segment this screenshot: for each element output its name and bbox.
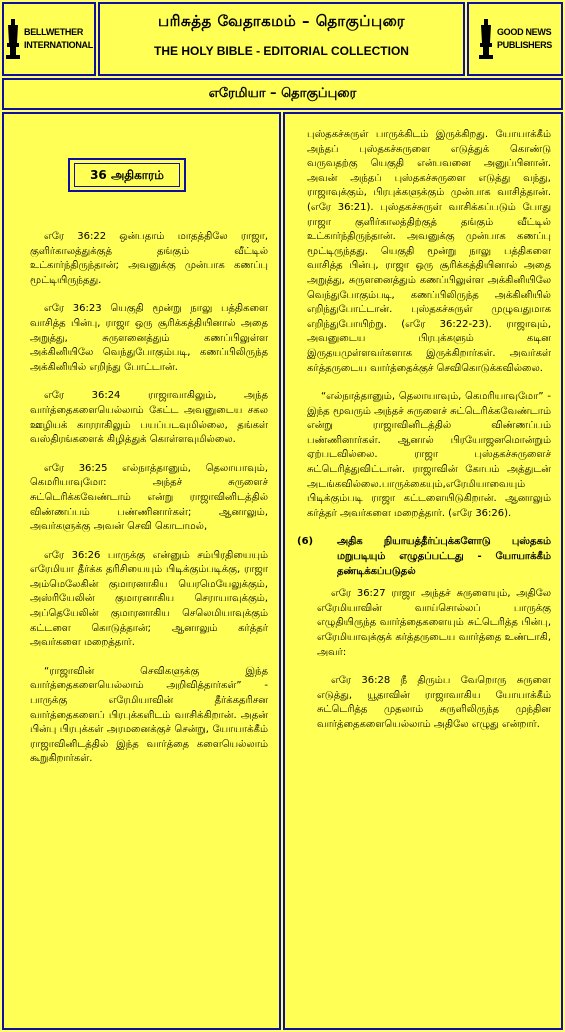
section-title: அதிக நியாயத்தீர்ப்புக்களோடு புஸ்தகம் மறுபடியும் எழுதப்பட்டது - யோயாக்கீம் தண்டிக்கப்படுதல் (337, 536, 551, 577)
verse-paragraph: எரே 36:27 ராஜா அந்தச் சுருளையும், அதிலே எரேமியாவின் வாய்சொல்லப் பாருக்கு எழுதியிருந்த வார்த்தைகளையும் சுட்டெரித்த பின்பு, எரேமியாவுக்குக் கர்த்தருடைய வார்த்தை உண்டாகி, அவர்: (317, 588, 551, 658)
logo-right-line1: GOOD NEWS (496, 27, 552, 37)
commentary-paragraph: “ராஜாவின் செவிகளுக்கு இந்த வார்த்தைகளையெல்லாம் அறிவித்தார்கள்” - பாருக்கு எரேமியாவின் தீர்க்கதரிசன வார்த்தைகளைப் பிரபுக்களிடம் வாசிக்கிறான். அதன் பின்பு பிரபுக்கள் அரமனைக்குச் சென்று, யோயாக்கீம் ராஜாவினிடத்தில் இந்த வார்த்தை களையெல்லாம் கூறுகிறார்கள். (30, 665, 268, 765)
logo-left-line2: INTERNATIONAL (24, 40, 93, 50)
book-title: எரேமியா – தொகுப்புரை (208, 86, 357, 101)
verse-paragraph: எரே 36:23 யெகுதி மூன்று நாலு பத்திகளை வாசித்த பின்பு, ராஜா ஒரு சூரிக்கத்தியினால் அதை அறுத்து, சுருளனைத்தும் கணப்பிலுள்ள அக்கினியிலே வெந்துபோகும்படி, கணப்பிலிருந்த அக்கினியில் எறிந்து போட்டான். (30, 303, 268, 373)
section-number: (6) (297, 536, 314, 548)
logo-left-line1: BELLWETHER (24, 27, 84, 37)
verse-paragraph: எரே 36:22 ஒன்பதாம் மாதத்திலே ராஜா, குளிர்காலத்துக்குத் தங்கும் வீட்டில் உட்கார்ந்திருந்தான்; அவனுக்கு முன்பாக கணப்பு மூட்டியிருந்தது. (30, 231, 268, 286)
chapter-box (68, 158, 186, 192)
header-title-english: THE HOLY BIBLE - EDITORIAL COLLECTION (154, 44, 409, 58)
commentary-paragraph: புஸ்தகச்சுருள் பாருக்கிடம் இருக்கிறது. யோயாக்கீம் அந்தப் புஸ்தகச்சுருளை எடுத்துக் கொண்டு வருவதற்கு யெகுதி என்பவனை அனுப்பினான். அவன் அந்தப் புஸ்தகச்சுருளை எடுத்து வந்து, ராஜாவுக்கும், பிரபுக்களுக்கும் முன்பாக வாசித்தான். (எரே 36:21). புஸ்தகச்சுருள் வாசிக்கப்படும் போது ராஜா குளிர்காலத்திற்குத் தங்கும் வீட்டில் உட்கார்ந்திருந்தான். அவனுக்கு முன்பாக கணப்பு மூட்டிருந்தது. யெகுதி மூன்று நாலு பத்திகளை வாசித்த பின்பு, ராஜா ஒரு சூரிக்கத்தியினால் அதை அறுத்து, சுருளனைத்தும் கணப்பிலுள்ள அக்கினியிலே வெந்துபோகும்படி, கணப்பிலிருந்த அக்கினியில் எறிந்துபோட்டான். புஸ்தகச்சுருள் முழுவதுமாக எறிந்துபோயிற்று. (எரே 36:22-23). ராஜாவும், அவனுடைய பிரபுக்களும் கடின இருதயமுள்ளவர்களாக இருக்கிறார்கள். அவர்கள் கர்த்தருடைய வார்த்தைக்குச் செவிகொடுக்கவில்லை. (307, 129, 551, 374)
good-news-emblem-icon (478, 17, 494, 61)
verse-paragraph: எரே 36:24 ராஜாவாகிலும், அந்த வார்த்தைகளையெல்லாம் கேட்ட அவனுடைய சகல ஊழியக் காரராகிலும் பயப்படவுமில்லை, தங்கள் வஸ்திரங்களைக் கிழித்துக் கொள்ளவுமில்லை. (30, 390, 268, 446)
right-column (283, 112, 563, 1030)
bellwether-emblem-icon (5, 17, 21, 61)
book-title-bar (2, 78, 563, 110)
commentary-paragraph: “எல்நாத்தானும், தெலாயாவும், கெமரியாவுமோ” - இந்த மூவரும் அந்தச் சுருளைச் சுட்டெரிக்கவேண்டாம் என்று ராஜாவினிடத்தில் விண்ணப்பம் பண்ணினார்கள். ஆனால் பிரயோஜனமொன்றும் ஏற்படவில்லை. ராஜா புஸ்தகச்சுருளைச் சுட்டெரித்துவிட்டான். ராஜாவின் கோபம் அத்துடன் அடங்கவில்லை.பாருக்கையும்,எரேமியாவையும் பிடிக்கும்படி ராஜா கட்டளையிடுகிறான். ஆனாலும் கர்த்தர் அவர்களை மறைத்தார். (எரே 36:26). (307, 391, 551, 519)
good-news-logo (467, 2, 563, 76)
header-title-tamil: பரிசுத்த வேதாகமம் – தொகுப்புரை (157, 12, 406, 30)
left-column (2, 112, 281, 1030)
chapter-label: 36 அதிகாரம் (74, 163, 180, 187)
header (98, 2, 465, 76)
right-column-text (297, 128, 551, 747)
bellwether-logo (2, 2, 96, 76)
verse-paragraph: எரே 36:25 எல்நாத்தானும், தெலாயாவும், கெமரியாவுமோ: அந்தச் சுருளைச் சுட்டெரிக்கவேண்டாம் என்று ராஜாவினிடத்தில் விண்ணப்பம் பண்ணினார்கள்; ஆனாலும், அவர்களுக்கு அவன் செவி கொடாமல், (30, 462, 268, 533)
verse-paragraph: எரே 36:26 பாருக்கு என்னும் சம்பிரதியையும் எரேமியா தீர்க்க தரிசியையும் பிடிக்கும்படிக்கு, ராஜா அம்மெலேகின் குமாரனாகிய யெரமெயேலுக்கும், அஸ்ரியேலின் குமாரனாகிய செராயாவுக்கும், அப்தெயேலின் குமாரனாகிய செலெமியாவுக்கும் கட்டளை கொடுத்தான்; ஆனாலும் கர்த்தர் அவர்களை மறைத்தார். (30, 549, 268, 649)
left-column-text (30, 230, 268, 781)
section-heading (297, 535, 551, 579)
verse-paragraph: எரே 36:28 நீ திரும்ப வேறொரு சுருளை எடுத்து, யூதாவின் ராஜாவாகிய யோயாக்கீம் சுட்டெரித்த முதலாம் சுருளிலிருந்த முந்தின வார்த்தைகளையெல்லாம் அதிலே எழுது என்றார். (317, 675, 551, 730)
logo-right-line2: PUBLISHERS (496, 40, 552, 50)
